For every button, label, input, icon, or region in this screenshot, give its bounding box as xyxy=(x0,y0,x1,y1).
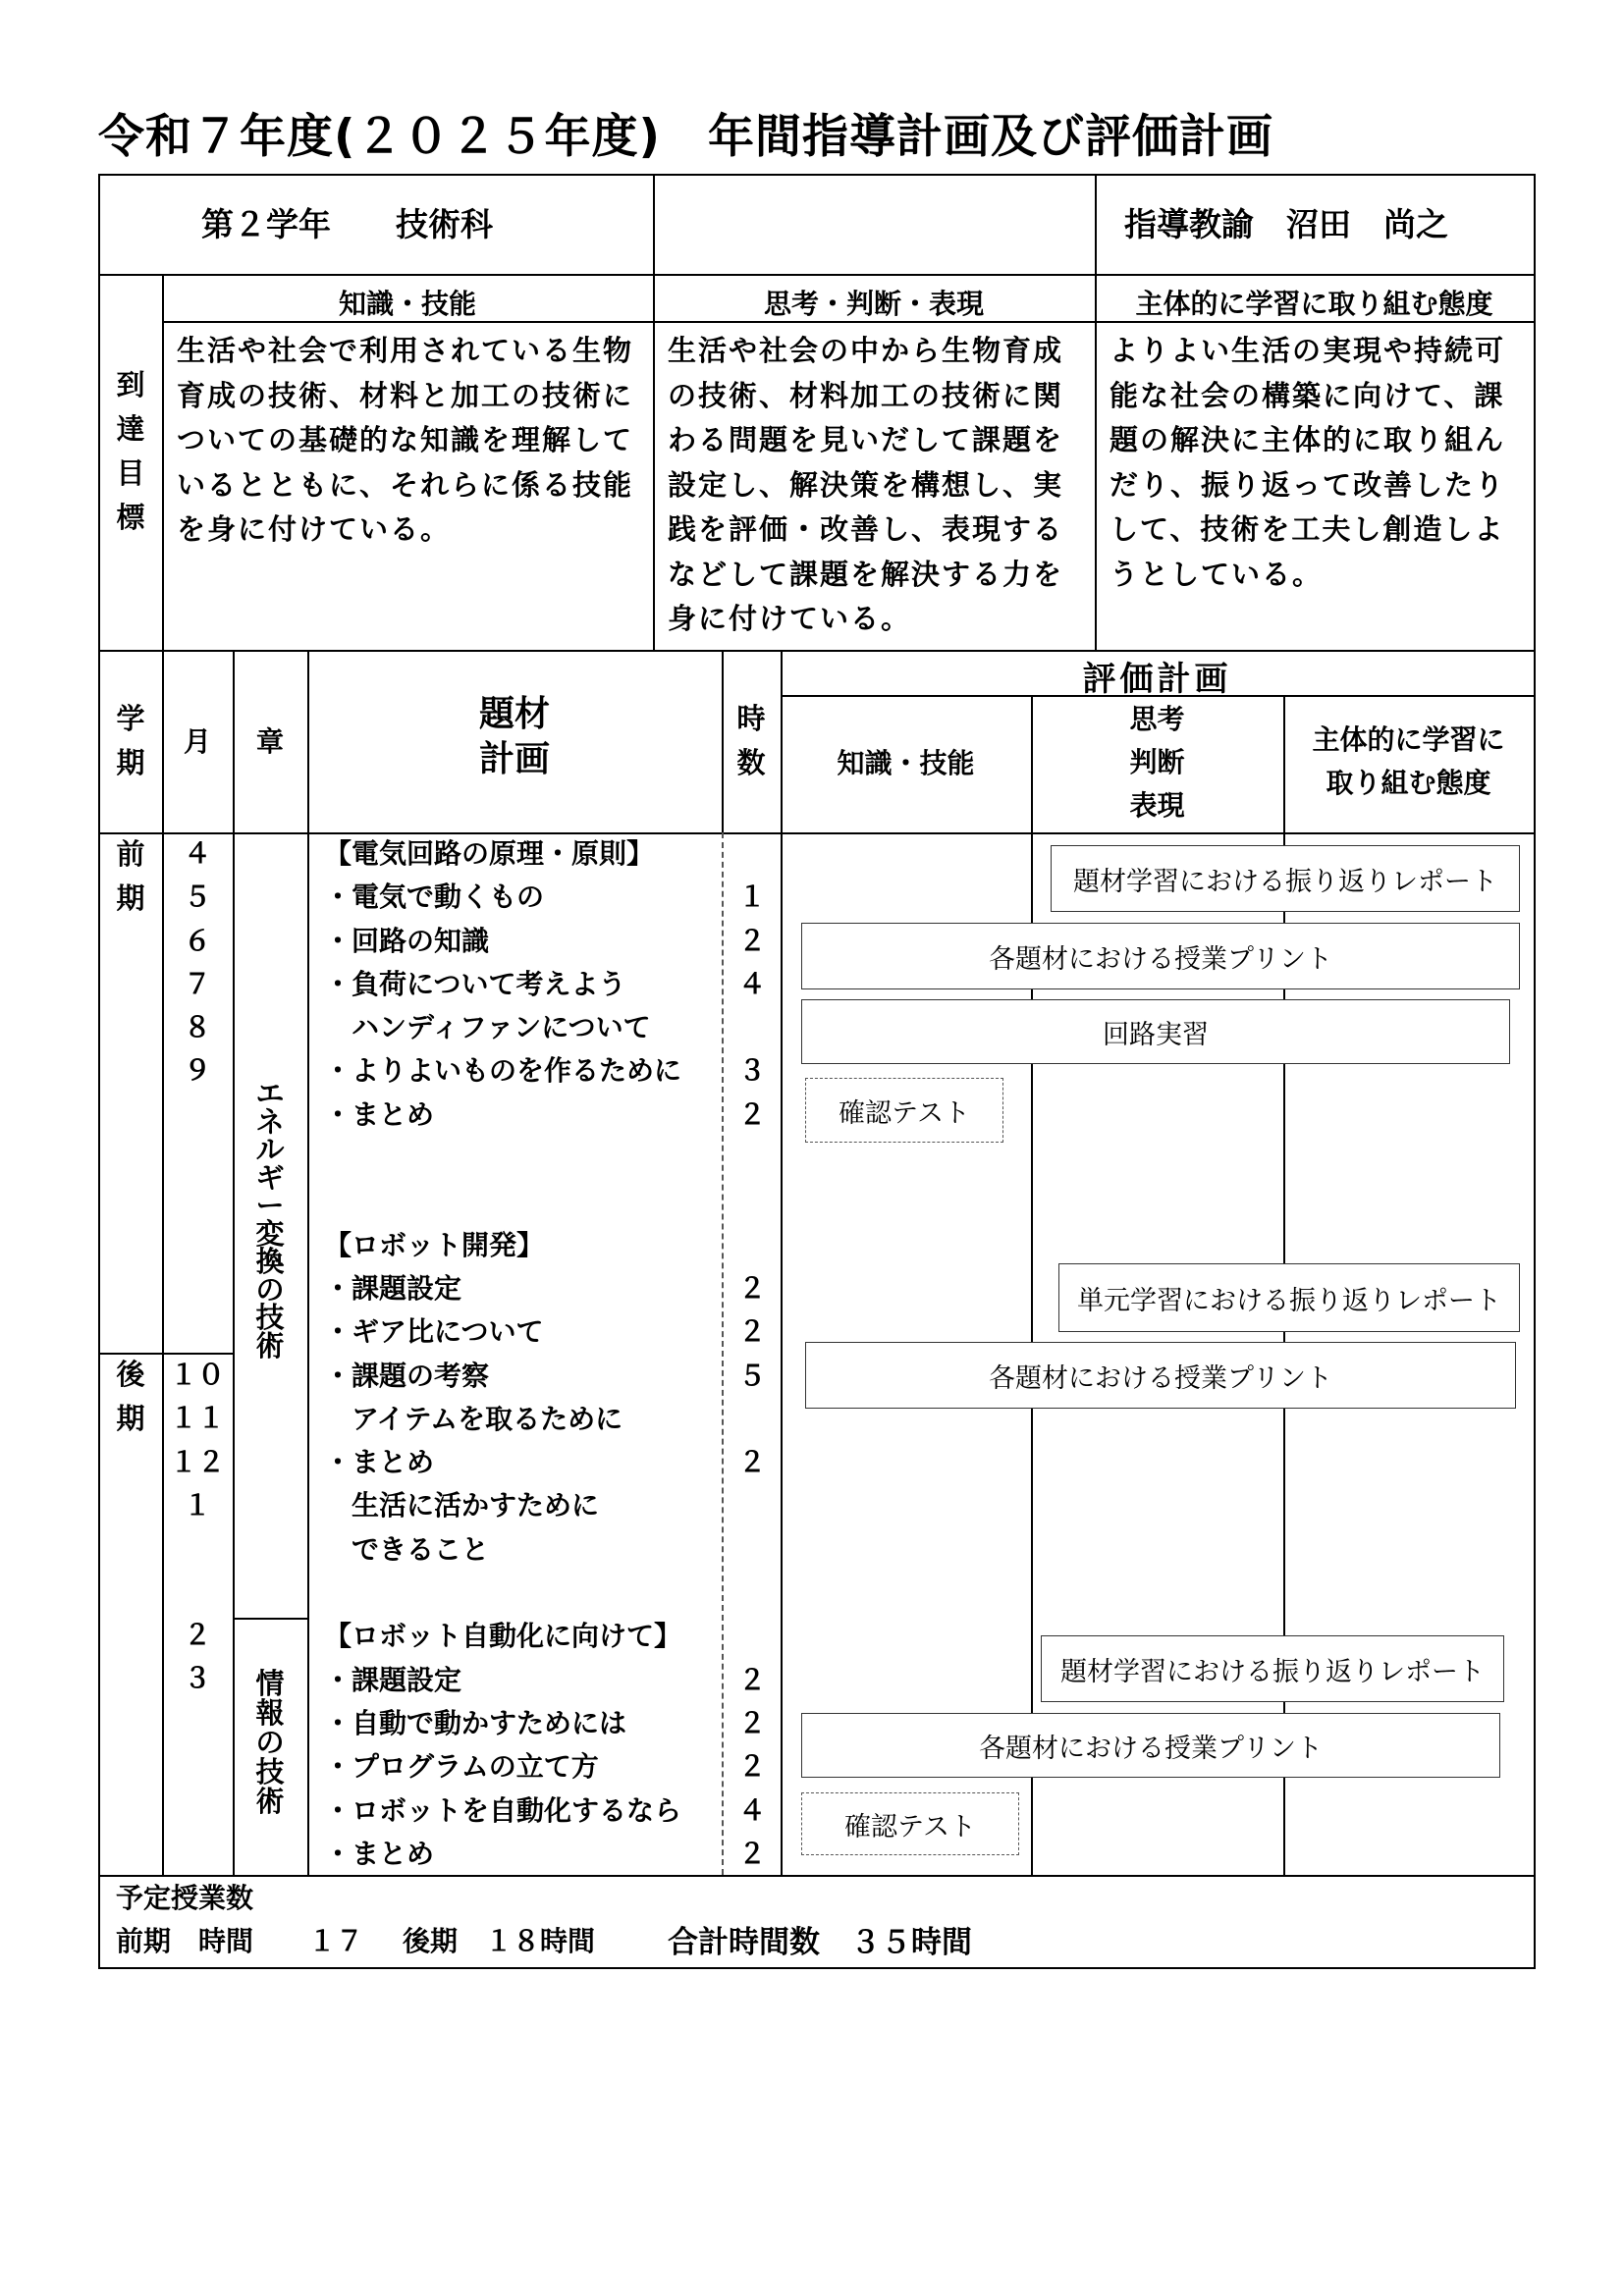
eval-box-check-test: 確認テスト xyxy=(805,1078,1003,1143)
hours-cell xyxy=(724,1398,781,1441)
chapter-energy: エ ネ ル ギ ー 変 換 の 技 術 xyxy=(255,1077,285,1362)
eval-box-check-test: 確認テスト xyxy=(801,1792,1019,1855)
goal-heading-knowledge: 知識・技能 xyxy=(338,288,476,320)
hours-cell: ２ xyxy=(737,924,766,957)
hours-cell xyxy=(724,1615,781,1658)
hours-cell xyxy=(724,1137,781,1180)
eval-attitude-header: 主体的に学習に 取り組む態度 xyxy=(1312,723,1505,799)
topic-row xyxy=(324,1180,717,1223)
grade-subject: 第２学年 技術科 xyxy=(201,205,493,243)
eval-box-reflection-report: 題材学習における振り返りレポート xyxy=(1051,845,1520,912)
hours-cell: ２ xyxy=(737,1750,766,1784)
topic-row: 【ロボット自動化に向けて】 xyxy=(324,1620,682,1653)
hours-cell: ２ xyxy=(737,1706,766,1739)
eval-plan-title: 評価計画 xyxy=(1082,660,1232,699)
teacher-name: 指導教諭 沼田 尚之 xyxy=(1124,205,1448,243)
topic-row xyxy=(324,1137,717,1180)
hours-list xyxy=(724,832,781,1876)
hours-cell: ４ xyxy=(737,967,766,1000)
topic-row: ・自動で動かすためには xyxy=(324,1706,627,1739)
topic-row: ・プログラムの立て方 xyxy=(324,1750,599,1784)
topic-row: 【電気回路の原理・原則】 xyxy=(324,837,655,870)
footer-first-term: 前期 時間 １７ xyxy=(116,1925,364,1957)
chapter-header: 章 xyxy=(255,725,284,758)
hours-cell: ５ xyxy=(737,1359,766,1392)
eval-knowledge-header: 知識・技能 xyxy=(837,747,975,779)
hours-cell xyxy=(724,1528,781,1572)
hours-cell: １ xyxy=(737,881,766,914)
eval-box-circuit-practice: 回路実習 xyxy=(801,999,1510,1064)
topic-row: ・まとめ xyxy=(324,1446,435,1479)
hours-cell xyxy=(724,832,781,876)
topic-row: ハンディファンについて xyxy=(324,1011,651,1044)
topic-row: ・課題の考察 xyxy=(324,1359,490,1392)
months-first: ４ ５ ６ ７ ８ ９ xyxy=(183,837,211,1088)
topic-plan-header: 題材 計画 xyxy=(478,694,550,779)
topic-row: アイテムを取るために xyxy=(324,1402,623,1435)
topic-row: ・負荷について考えよう xyxy=(324,967,626,1000)
topic-row: ・ギア比について xyxy=(324,1315,544,1349)
hours-cell xyxy=(724,1572,781,1615)
hours-cell: ２ xyxy=(737,1315,766,1349)
goal-heading-attitude: 主体的に学習に取り組む態度 xyxy=(1135,288,1493,320)
hours-cell: ４ xyxy=(737,1793,766,1827)
term-second: 後 期 xyxy=(116,1358,145,1435)
eval-box-class-worksheet: 各題材における授業プリント xyxy=(801,1713,1500,1778)
hours-cell xyxy=(724,1484,781,1527)
topic-row: ・課題設定 xyxy=(324,1663,462,1696)
hours-cell: ２ xyxy=(737,1663,766,1696)
hours-cell xyxy=(724,1224,781,1267)
eval-box-unit-reflection-report: 単元学習における振り返りレポート xyxy=(1058,1263,1520,1332)
hours-cell: ２ xyxy=(737,1837,766,1870)
topic-row: ・まとめ xyxy=(324,1097,435,1131)
hours-cell: ２ xyxy=(737,1097,766,1131)
page-title: 令和７年度(２０２５年度) 年間指導計画及び評価計画 xyxy=(98,110,1273,164)
term-header: 学 期 xyxy=(116,702,145,779)
topic-row: ・ロボットを自動化するなら xyxy=(324,1793,682,1827)
goal-heading-thinking: 思考・判断・表現 xyxy=(763,288,984,320)
topic-row: 【ロボット開発】 xyxy=(324,1228,545,1261)
footer-second-term: 後期 １８時間 xyxy=(403,1925,596,1957)
topic-list xyxy=(324,832,717,1876)
topic-row: ・課題設定 xyxy=(324,1271,462,1305)
goal-text-thinking: 生活や社会の中から生物育成の技術、材料加工の技術に関わる問題を見いだして課題を設定し、解決策を構想し、実践を評価・改善し、表現するなどして課題を解決する力を身に付けている。 xyxy=(668,334,1064,635)
hours-cell xyxy=(724,1180,781,1223)
hours-cell: ２ xyxy=(737,1271,766,1305)
months-third: ２ ３ xyxy=(183,1619,211,1695)
month-header: 月 xyxy=(183,725,211,758)
topic-row: できること xyxy=(324,1532,490,1566)
topic-row: ・回路の知識 xyxy=(324,924,490,957)
chapter-info: 情 報 の 技 術 xyxy=(255,1667,285,1818)
eval-box-class-worksheet: 各題材における授業プリント xyxy=(801,923,1520,989)
goal-text-knowledge: 生活や社会で利用されている生物育成の技術、材料と加工の技術についての基礎的な知識を理解しているとともに、それらに係る技能を身に付けている。 xyxy=(177,334,634,546)
topic-row: 生活に活かすために xyxy=(324,1489,600,1522)
hours-cell: ３ xyxy=(737,1054,766,1088)
eval-thinking-header: 思考 判断 表現 xyxy=(1129,703,1185,822)
eval-box-reflection-report: 題材学習における振り返りレポート xyxy=(1041,1635,1504,1702)
months-second: １０ １１ １２ １ xyxy=(169,1359,225,1522)
topic-row xyxy=(324,1572,717,1615)
eval-box-class-worksheet: 各題材における授業プリント xyxy=(805,1342,1516,1409)
goals-row-label: 到 達 目 標 xyxy=(116,368,145,534)
topic-row: ・まとめ xyxy=(324,1837,435,1870)
goal-text-attitude: よりよい生活の実現や持続可能な社会の構築に向けて、課題の解決に主体的に取り組んだり、振り返って改善したりして、技術を工夫し創造しようとしている。 xyxy=(1110,334,1506,591)
footer-total: 合計時間数 ３５時間 xyxy=(668,1925,972,1960)
hours-cell xyxy=(724,1006,781,1049)
hours-cell: ２ xyxy=(737,1446,766,1479)
term-first: 前 期 xyxy=(116,837,145,915)
topic-row: ・よりよいものを作るために xyxy=(324,1054,682,1088)
footer-label: 予定授業数 xyxy=(116,1882,254,1914)
topic-row: ・電気で動くもの xyxy=(324,881,545,914)
hours-header: 時 数 xyxy=(736,702,766,779)
